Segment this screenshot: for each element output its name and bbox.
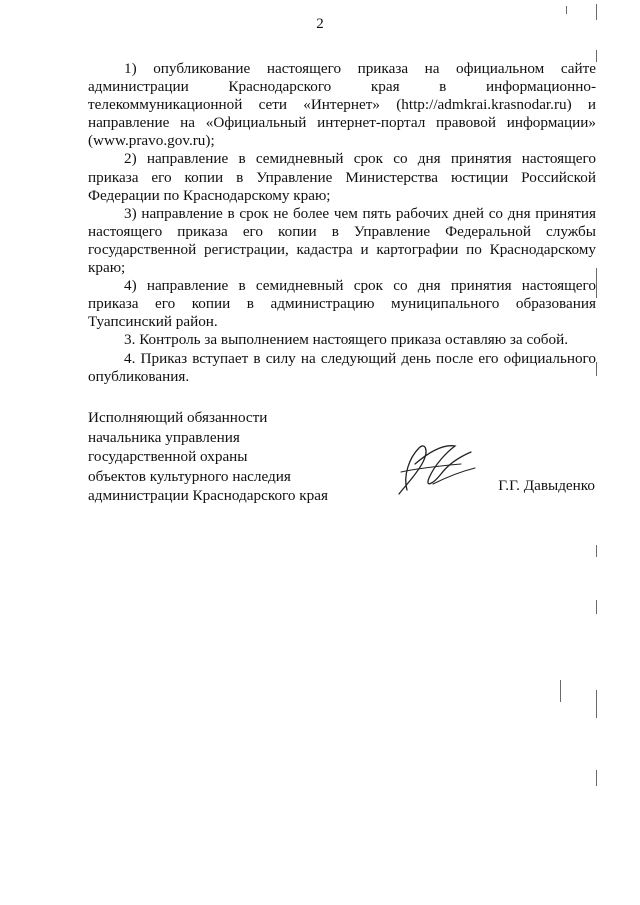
position-line: Исполняющий обязанности [88,409,268,426]
paragraph-ministry-justice: 2) направление в семидневный срок со дня принятия настоящего приказа его копии в Управление Министерства юстиции Российской Федерации по Краснодарскому краю; [88,150,596,204]
position-line: администрации Краснодарского края [88,487,328,504]
scan-edge-mark [566,6,567,14]
signer-name: Г.Г. Давыденко [498,477,595,494]
paragraph-publication: 1) опубликование настоящего приказа на официальном сайте администрации Краснодарского края в информационно-телекоммуникационной сети «Интернет» (http://admkrai.krasnodar.ru) и направление на «Официальный интернет-портал правовой информации» (www.pravo.gov.ru); [88,60,596,150]
scan-edge-mark [596,770,597,786]
scan-edge-mark [596,50,597,62]
scan-edge-mark [596,600,597,614]
scan-edge-mark [596,690,597,718]
position-line: начальника управления [88,428,240,446]
paragraph-effective-date: 4. Приказ вступает в силу на следующий день после его официального опубликования. [88,349,596,385]
paragraph-rosreestr: 3) направление в срок не более чем пять рабочих дней со дня принятия настоящего приказа его копии в Управление Федеральной службы государственной регистрации, кадастра и картографии по Краснодарскому краю; [88,204,596,277]
page-number: 2 [316,16,324,32]
document-body [88,60,596,386]
scan-edge-mark [560,680,561,702]
scan-edge-mark [596,545,597,557]
signatory-position [88,408,328,506]
position-line: государственной охраны [88,448,248,465]
scan-edge-mark [596,4,597,20]
scan-edge-mark [596,362,597,376]
handwritten-signature [385,428,485,500]
position-line: объектов культурного наследия [88,467,291,485]
paragraph-control: 3. Контроль за выполнением настоящего приказа оставляю за собой. [124,331,569,349]
scan-edge-mark [596,268,597,298]
paragraph-municipality: 4) направление в семидневный срок со дня принятия настоящего приказа его копии в администрацию муниципального образования Туапсинский район. [88,277,596,331]
